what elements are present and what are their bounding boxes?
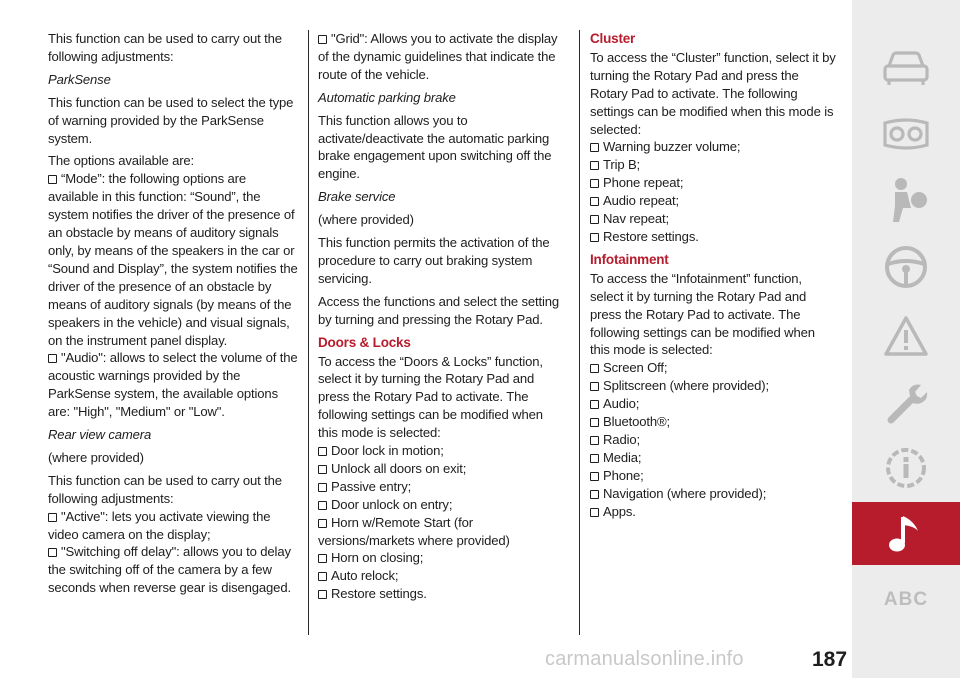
doors-locks-description: To access the “Doors & Locks” function, select it by turning the Rotary Pad and press the Rotary Pad to activate. The following settings can be modified when this mode is selected: xyxy=(318,353,543,441)
chapter-steering-tab[interactable] xyxy=(852,236,960,298)
list-item: Phone; xyxy=(590,467,836,485)
cluster-list xyxy=(590,138,836,245)
brake-service-title: Brake service xyxy=(318,189,396,205)
chapter-car-tab[interactable] xyxy=(852,40,960,98)
apb-title: Automatic parking brake xyxy=(318,89,456,105)
list-item: Nav repeat; xyxy=(590,210,836,228)
checkbox-bullet-icon xyxy=(318,447,327,456)
chapter-warning-tab[interactable] xyxy=(852,305,960,367)
intro-text: This function can be used to carry out the following adjustments: xyxy=(48,31,282,64)
checkbox-bullet-icon xyxy=(48,548,57,557)
checkbox-bullet-icon xyxy=(590,436,599,445)
checkbox-bullet-icon xyxy=(590,400,599,409)
doors-locks-heading: Doors & Locks xyxy=(318,334,411,350)
chapter-safety-tab[interactable] xyxy=(852,170,960,230)
checkbox-bullet-icon xyxy=(590,508,599,517)
grid-option-list xyxy=(318,30,564,84)
chapter-info-tab[interactable] xyxy=(852,437,960,499)
brake-service-where: (where provided) xyxy=(318,212,414,228)
list-item: Bluetooth®; xyxy=(590,413,836,431)
info-icon xyxy=(883,445,929,491)
parksense-options-list xyxy=(48,170,298,421)
checkbox-bullet-icon xyxy=(318,590,327,599)
list-item: "Switching off delay": allows you to delay the switching off of the camera by a few seconds when reverse gear is disengaged. xyxy=(48,544,291,596)
warning-icon xyxy=(883,314,929,358)
chapter-dashboard-tab[interactable] xyxy=(852,105,960,163)
wrench-icon xyxy=(883,380,929,426)
car-icon xyxy=(881,50,931,88)
cluster-heading: Cluster xyxy=(590,31,636,46)
list-item: “Mode”: the following options are available in this function: “Sound”, the system notifies the driver of the presence of an obstacle by means of auditory signals only, by means of the speakers in the car or “Sound and Display”, the system notifies the driver of the presence of an obstacle by means of auditory signals (by means of the speakers in the vehicle) and visual signals, on the instrument panel display. xyxy=(48,171,298,348)
checkbox-bullet-icon xyxy=(590,490,599,499)
list-item: Passive entry; xyxy=(318,478,564,496)
checkbox-bullet-icon xyxy=(590,418,599,427)
chapter-sidebar xyxy=(852,0,960,678)
infotainment-heading: Infotainment xyxy=(590,251,669,267)
apb-description: This function allows you to activate/deactivate the automatic parking brake engagement upon switching off the engine. xyxy=(318,112,552,182)
list-item: Restore settings. xyxy=(590,228,836,246)
camera-intro: This function can be used to carry out the following adjustments: xyxy=(48,472,282,506)
list-item: Radio; xyxy=(590,431,836,449)
chapter-multimedia-tab[interactable] xyxy=(852,502,960,565)
chapter-maintenance-tab[interactable] xyxy=(852,372,960,434)
checkbox-bullet-icon xyxy=(48,513,57,522)
checkbox-bullet-icon xyxy=(590,233,599,242)
checkbox-bullet-icon xyxy=(590,472,599,481)
checkbox-bullet-icon xyxy=(590,454,599,463)
music-note-icon xyxy=(886,511,926,557)
checkbox-bullet-icon xyxy=(318,572,327,581)
list-item: Door lock in motion; xyxy=(318,442,564,460)
column-3 xyxy=(590,30,836,525)
list-item: Splitscreen (where provided); xyxy=(590,377,836,395)
dashboard-icon xyxy=(881,115,931,153)
doors-locks-list xyxy=(318,442,564,603)
list-item: Audio; xyxy=(590,395,836,413)
list-item: Apps. xyxy=(590,503,836,521)
watermark: carmanualsonline.info xyxy=(545,648,744,670)
checkbox-bullet-icon xyxy=(318,483,327,492)
checkbox-bullet-icon xyxy=(318,35,327,44)
checkbox-bullet-icon xyxy=(318,465,327,474)
list-item: "Active": lets you activate viewing the video camera on the display; xyxy=(48,508,271,542)
list-item: Phone repeat; xyxy=(590,174,836,192)
index-abc-label: ABC xyxy=(883,589,929,610)
steering-wheel-icon xyxy=(883,244,929,290)
checkbox-bullet-icon xyxy=(318,501,327,510)
column-1 xyxy=(48,30,298,602)
checkbox-bullet-icon xyxy=(590,364,599,373)
brake-service-description: This function permits the activation of the procedure to carry out braking system servicing. xyxy=(318,235,550,286)
checkbox-bullet-icon xyxy=(318,554,327,563)
cluster-description: To access the “Cluster” function, select it by turning the Rotary Pad and press the Rotary Pad to activate. The following settings can be modified when this mode is selected: xyxy=(590,49,836,137)
list-item: "Grid": Allows you to activate the display of the dynamic guidelines that indicate the route of the vehicle. xyxy=(318,31,558,82)
checkbox-bullet-icon xyxy=(590,382,599,391)
checkbox-bullet-icon xyxy=(590,161,599,170)
checkbox-bullet-icon xyxy=(590,143,599,152)
list-item: Door unlock on entry; xyxy=(318,496,564,514)
list-item: Unlock all doors on exit; xyxy=(318,460,564,478)
checkbox-bullet-icon xyxy=(318,519,327,528)
parksense-description: This function can be used to select the type of warning provided by the ParkSense system. xyxy=(48,94,294,146)
camera-where-provided: (where provided) xyxy=(48,449,144,465)
list-item: Horn w/Remote Start (for versions/markets where provided) xyxy=(318,514,510,548)
checkbox-bullet-icon xyxy=(590,215,599,224)
list-item: Screen Off; xyxy=(590,359,836,377)
list-item: Auto relock; xyxy=(318,567,564,585)
list-item: Navigation (where provided); xyxy=(590,485,836,503)
infotainment-description: To access the “Infotainment” function, select it by turning the Rotary Pad and press the Rotary Pad to activate. The following settings can be modified when this mode is selected: xyxy=(590,270,815,358)
infotainment-list xyxy=(590,359,836,520)
list-item: Audio repeat; xyxy=(590,192,836,210)
chapter-index-tab[interactable] xyxy=(852,575,960,625)
checkbox-bullet-icon xyxy=(590,179,599,188)
list-item: "Audio": allows to select the volume of the acoustic warnings provided by the ParkSense system, the available options are: "High", "Medium" or "Low". xyxy=(48,350,298,420)
list-item: Horn on closing; xyxy=(318,549,564,567)
checkbox-bullet-icon xyxy=(590,197,599,206)
list-item: Media; xyxy=(590,449,836,467)
access-text: Access the functions and select the setting by turning and pressing the Rotary Pad. xyxy=(318,293,560,327)
column-divider xyxy=(308,30,309,635)
options-text: The options available are: xyxy=(48,153,195,169)
checkbox-bullet-icon xyxy=(48,354,57,363)
page-number: 187 xyxy=(812,648,848,671)
safety-icon xyxy=(881,176,931,224)
list-item: Warning buzzer volume; xyxy=(590,138,836,156)
column-2 xyxy=(318,30,564,608)
parksense-title: ParkSense xyxy=(48,71,111,87)
checkbox-bullet-icon xyxy=(48,175,57,184)
list-item: Trip B; xyxy=(590,156,836,174)
column-divider xyxy=(579,30,580,635)
camera-options-list xyxy=(48,508,298,598)
list-item: Restore settings. xyxy=(318,585,564,603)
camera-title: Rear view camera xyxy=(48,427,152,443)
